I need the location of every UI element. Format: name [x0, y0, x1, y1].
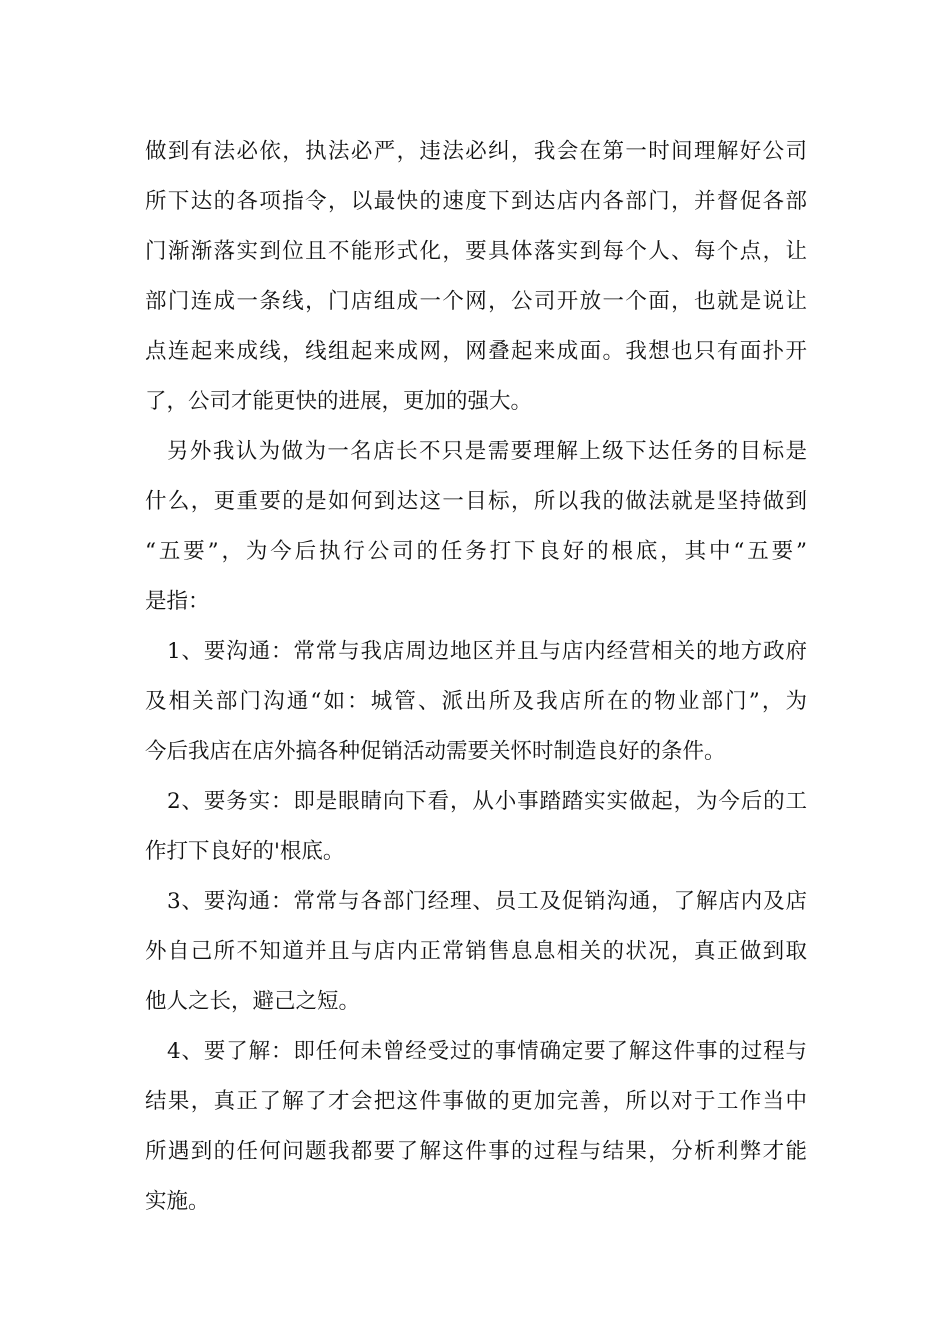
text-line: 及相关部门沟通“如：城管、派出所及我店所在的物业部门”，为 [145, 689, 807, 714]
text-line: 今后我店在店外搞各种促销活动需要关怀时制造良好的条件。 [145, 739, 726, 764]
text-line: 部门连成一条线，门店组成一个网，公司开放一个面，也就是说让 [145, 289, 807, 314]
text-line: 是指： [145, 589, 210, 614]
text-line: 了，公司才能更快的进展，更加的强大。 [145, 389, 533, 414]
text-line: 什么，更重要的是如何到达这一目标，所以我的做法就是坚持做到 [145, 489, 807, 514]
text-line: 门渐渐落实到位且不能形式化，要具体落实到每个人、每个点，让 [145, 239, 807, 264]
text-line: 作打下良好的'根底。 [145, 839, 345, 864]
text-line: 做到有法必依，执法必严，违法必纠，我会在第一时间理解好公司 [145, 139, 807, 164]
text-line: 所下达的各项指令，以最快的速度下到达店内各部门，并督促各部 [145, 189, 807, 214]
text-line: “五要”，为今后执行公司的任务打下良好的根底，其中“五要” [145, 539, 807, 564]
text-line: 结果，真正了解了才会把这件事做的更加完善，所以对于工作当中 [145, 1089, 807, 1114]
text-line: 实施。 [145, 1189, 210, 1214]
text-line: 所遇到的任何问题我都要了解这件事的过程与结果，分析利弊才能 [145, 1139, 807, 1164]
text-line: 1、要沟通：常常与我店周边地区并且与店内经营相关的地方政府 [167, 639, 807, 664]
text-line: 点连起来成线，线组起来成网，网叠起来成面。我想也只有面扑开 [145, 339, 807, 364]
text-line: 4、要了解：即任何未曾经受过的事情确定要了解这件事的过程与 [167, 1039, 807, 1064]
text-line: 外自己所不知道并且与店内正常销售息息相关的状况，真正做到取 [145, 939, 807, 964]
text-line: 2、要务实：即是眼睛向下看，从小事踏踏实实做起，为今后的工 [167, 789, 807, 814]
text-line: 3、要沟通：常常与各部门经理、员工及促销沟通，了解店内及店 [167, 889, 807, 914]
text-line: 另外我认为做为一名店长不只是需要理解上级下达任务的目标是 [167, 439, 807, 464]
document-body [145, 127, 807, 1227]
text-line: 他人之长，避己之短。 [145, 989, 361, 1014]
